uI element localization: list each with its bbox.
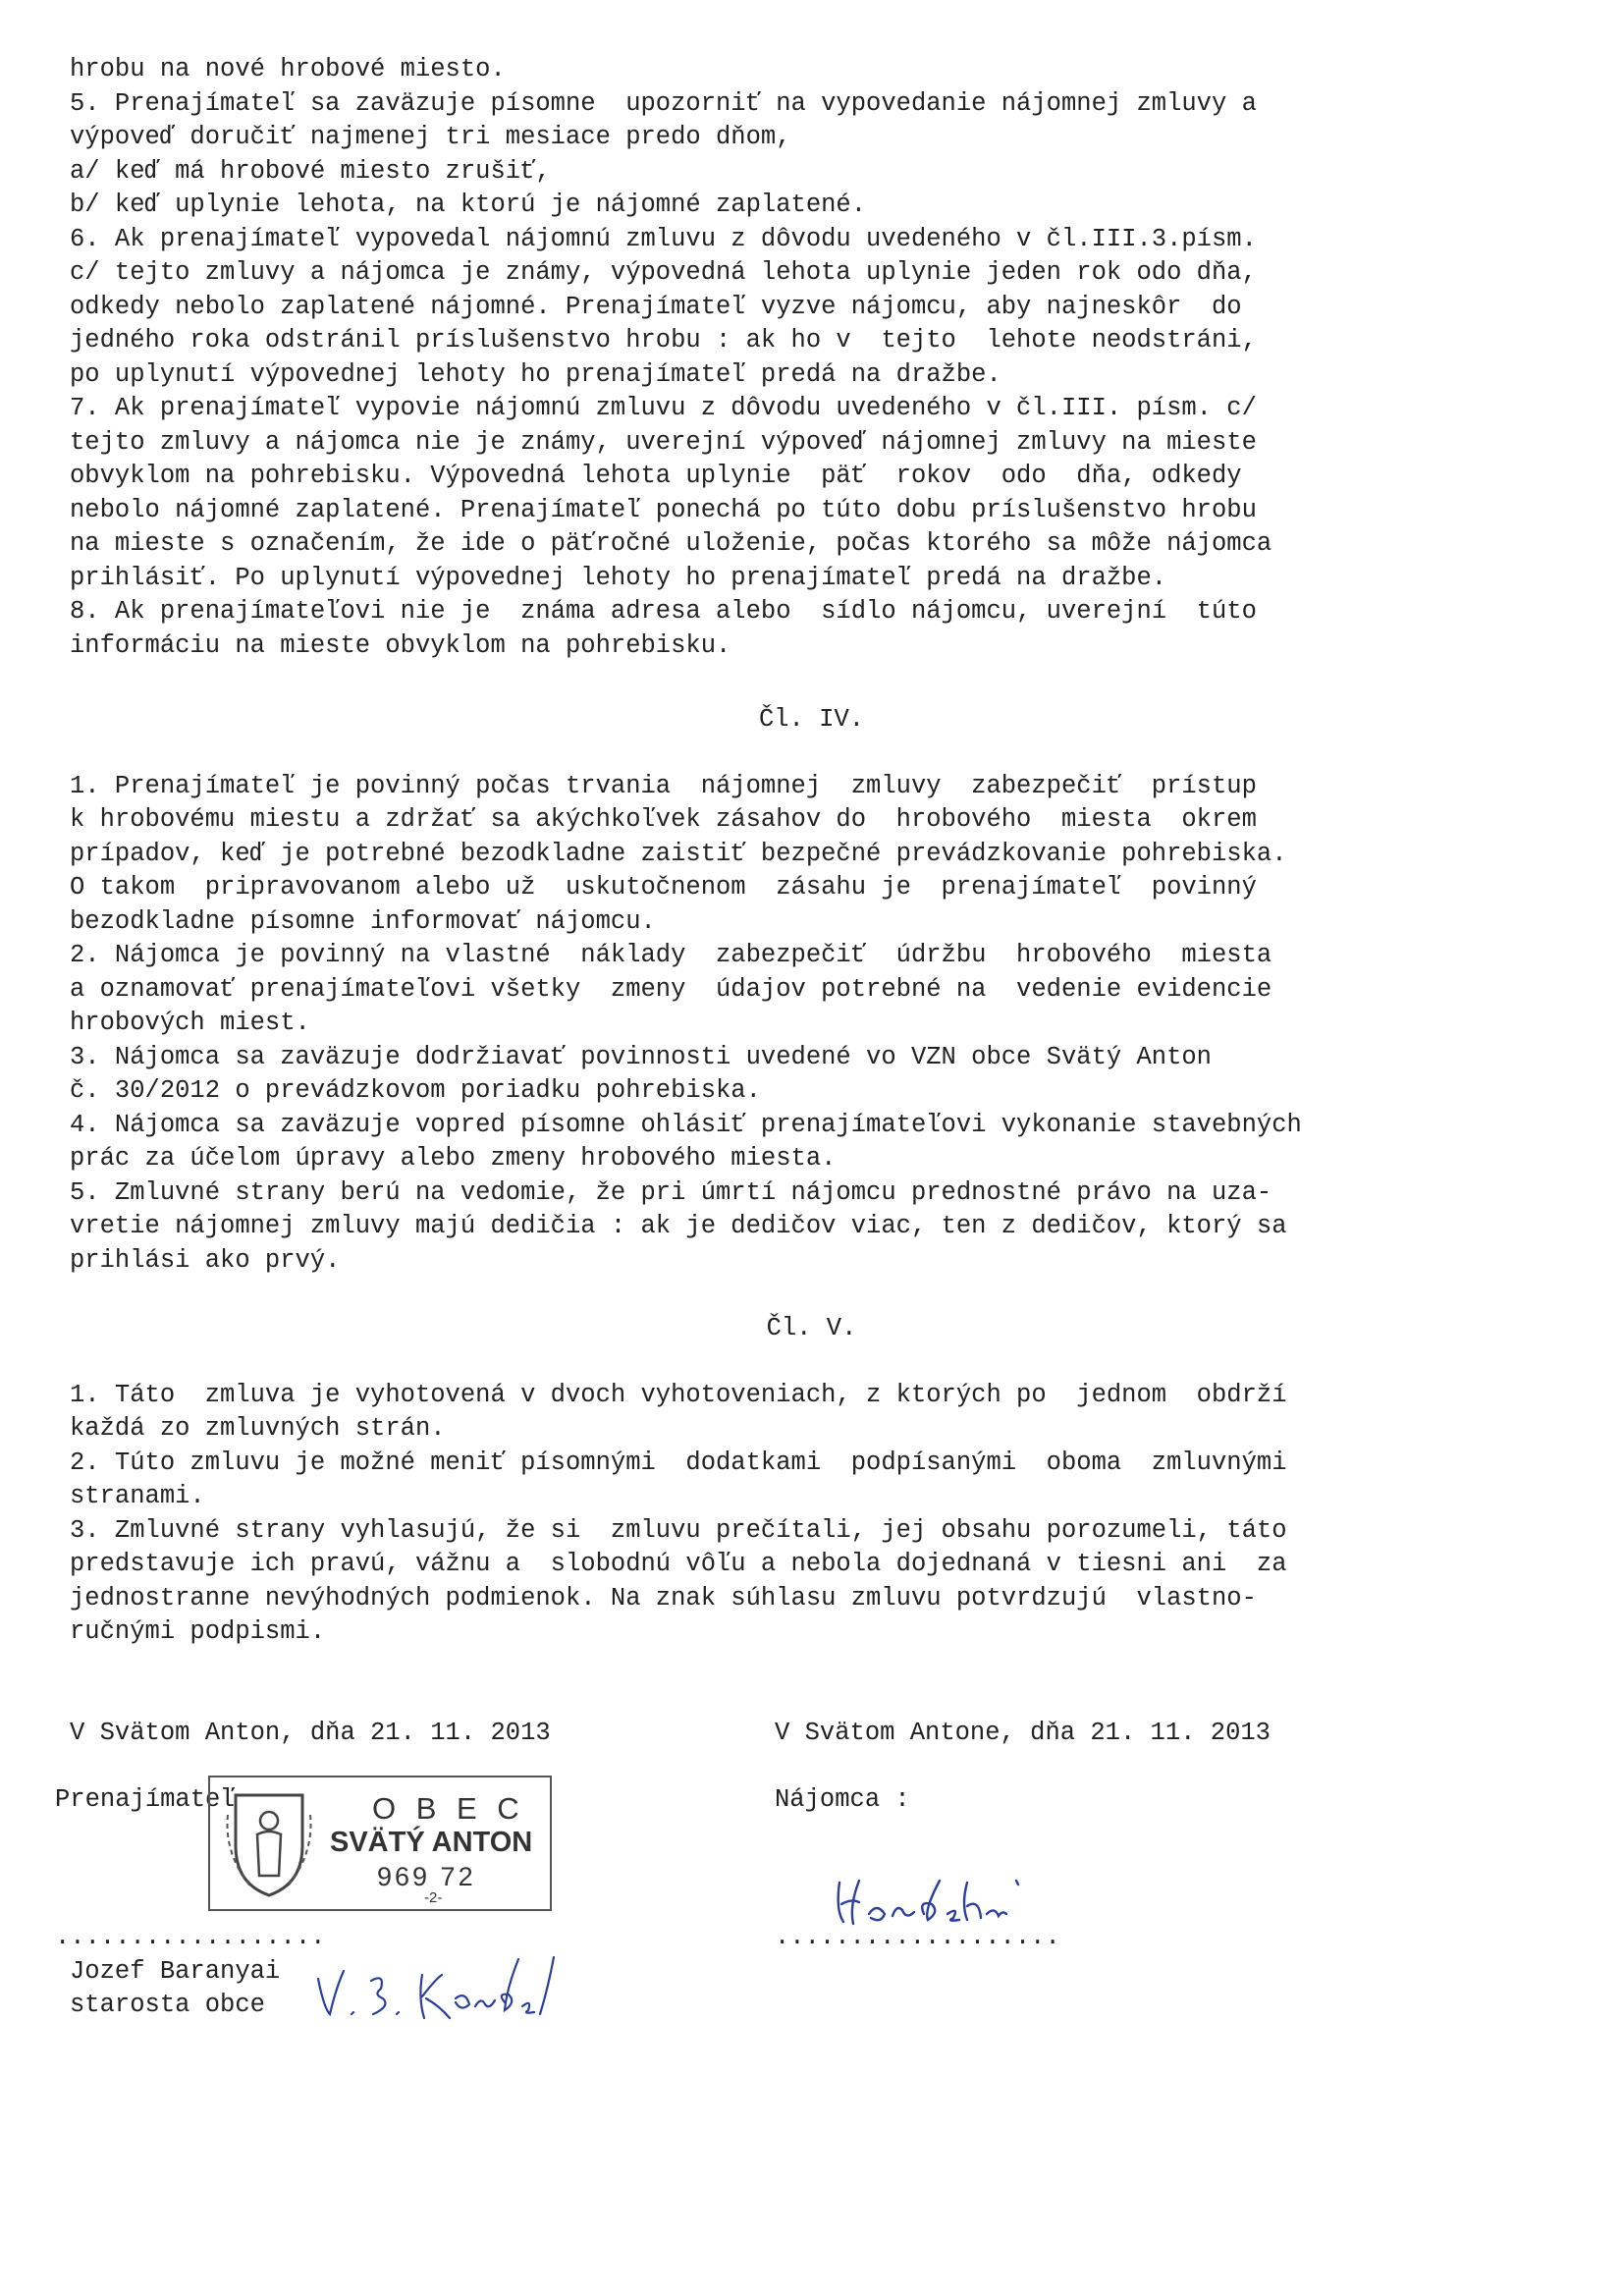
text-line: 5. Prenajímateľ sa zaväzuje písomne upozorniť na vypovedanie nájomnej zmluvy a [70,89,1257,118]
text-line: 3. Nájomca sa zaväzuje dodržiavať povinnosti uvedené vo VZN obce Svätý Anton [70,1043,1212,1071]
text-line: 6. Ak prenajímateľ vypovedal nájomnú zmluvu z dôvodu uvedeného v čl.III.3.písm. [70,225,1257,253]
mayor-signature [312,1949,572,2033]
text-line: k hrobovému miestu a zdržať sa akýchkoľvek zásahov do hrobového miesta okrem [70,805,1257,834]
tenant-label: Nájomca : [775,1785,910,1814]
text-line: č. 30/2012 o prevádzkovom poriadku pohrebiska. [70,1076,761,1105]
text-line: 1. Prenajímateľ je povinný počas trvania nájomnej zmluvy zabezpečiť prístup [70,772,1257,800]
text-line: na mieste s označením, že ide o päťročné uloženie, počas ktorého sa môže nájomca [70,529,1272,558]
text-line: b/ keď uplynie lehota, na ktorú je nájomné zaplatené. [70,191,867,219]
text-line: c/ tejto zmluvy a nájomca je známy, výpovedná lehota uplynie jeden rok odo dňa, [70,258,1257,287]
text-line: a oznamovať prenajímateľovi všetky zmeny údajov potrebné na vedenie evidencie [70,975,1272,1004]
place-date-right: V Svätom Antone, dňa 21. 11. 2013 [775,1719,1271,1747]
text-line: prípadov, keď je potrebné bezodkladne zaistiť bezpečné prevádzkovanie pohrebiska. [70,840,1287,868]
text-line: predstavuje ich pravú, vážnu a slobodnú vôľu a nebola dojednaná v tiesni ani za [70,1550,1287,1578]
stamp-line-1: O B E C [372,1791,525,1826]
text-line: 3. Zmluvné strany vyhlasujú, že si zmluvu prečítali, jej obsahu porozumeli, táto [70,1516,1287,1545]
text-line: po uplynutí výpovednej lehoty ho prenajímateľ predá na dražbe. [70,360,1001,389]
stamp-line-3: 969 72 [377,1862,476,1891]
stamp-line-2: SVÄTÝ ANTON [330,1827,533,1858]
text-line: a/ keď má hrobové miesto zrušiť, [70,157,551,186]
signer-name: Jozef Baranyai [70,1957,281,1986]
text-line: vretie nájomnej zmluvy majú dedičia : ak je dedičov viac, ten z dedičov, ktorý sa [70,1212,1287,1240]
text-line: prác za účelom úpravy alebo zmeny hrobového miesta. [70,1144,837,1173]
text-line: jednostranne nevýhodných podmienok. Na znak súhlasu zmluvu potvrdzujú vlastno- [70,1584,1257,1613]
signature-line-left: .................. [55,1923,326,1951]
official-stamp [208,1776,552,1911]
text-line: 1. Táto zmluva je vyhotovená v dvoch vyhotoveniach, z ktorých po jednom obdrží [70,1381,1287,1409]
section-heading-v: Čl. V. [766,1314,857,1342]
text-line: hrobu na nové hrobové miesto. [70,55,506,83]
text-line: jedného roka odstránil príslušenstvo hrobu : ak ho v tejto lehote neodstráni, [70,326,1257,355]
text-line: nebolo nájomné zaplatené. Prenajímateľ ponechá po túto dobu príslušenstvo hrobu [70,496,1257,524]
text-line: výpoveď doručiť najmenej tri mesiace predo dňom, [70,123,791,151]
text-line: 4. Nájomca sa zaväzuje vopred písomne ohlásiť prenajímateľovi vykonanie stavebných [70,1111,1302,1139]
text-line: 2. Nájomca je povinný na vlastné náklady zabezpečiť údržbu hrobového miesta [70,941,1272,969]
text-line: 8. Ak prenajímateľovi nie je známa adresa alebo sídlo nájomcu, uverejní túto [70,597,1257,626]
place-date-left: V Svätom Anton, dňa 21. 11. 2013 [70,1719,551,1747]
signer-title: starosta obce [70,1991,265,2019]
tenant-signature [830,1871,1041,1940]
text-line: každá zo zmluvných strán. [70,1414,446,1443]
signature-line-right: ................... [775,1923,1060,1951]
text-line: 7. Ak prenajímateľ vypovie nájomnú zmluvu z dôvodu uvedeného v čl.III. písm. c/ [70,394,1257,422]
stamp-line-4: -2- [424,1889,443,1906]
section-heading-iv: Čl. IV. [758,705,865,734]
landlord-label: Prenajímateľ [55,1785,236,1814]
text-line: bezodkladne písomne informovať nájomcu. [70,907,656,936]
text-line: obvyklom na pohrebisku. Výpovedná lehota uplynie päť rokov odo dňa, odkedy [70,462,1242,490]
text-line: 5. Zmluvné strany berú na vedomie, že pri úmrtí nájomcu prednostné právo na uza- [70,1178,1272,1207]
text-line: tejto zmluvy a nájomca nie je známy, uverejní výpoveď nájomnej zmluvy na mieste [70,428,1257,457]
text-line: prihlási ako prvý. [70,1246,341,1275]
text-line: informáciu na mieste obvyklom na pohrebisku. [70,631,731,660]
text-line: ručnými podpismi. [70,1617,326,1646]
text-line: prihlásiť. Po uplynutí výpovednej lehoty ho prenajímateľ predá na dražbe. [70,564,1167,592]
text-line: hrobových miest. [70,1009,310,1037]
text-line: odkedy nebolo zaplatené nájomné. Prenajímateľ vyzve nájomcu, aby najneskôr do [70,293,1242,321]
text-line: O takom pripravovanom alebo už uskutočnenom zásahu je prenajímateľ povinný [70,873,1257,902]
coat-of-arms-icon [222,1785,316,1903]
text-line: 2. Túto zmluvu je možné meniť písomnými dodatkami podpísanými oboma zmluvnými [70,1449,1287,1477]
text-line: stranami. [70,1482,205,1510]
